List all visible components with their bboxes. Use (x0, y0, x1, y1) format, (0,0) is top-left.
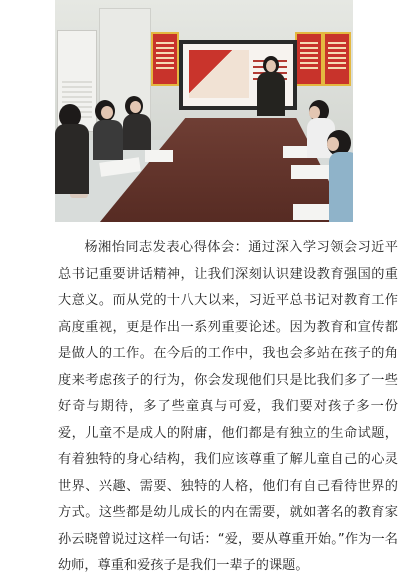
red-display-board (323, 32, 351, 86)
paper-sheet (293, 204, 333, 220)
meeting-photo (55, 0, 353, 222)
article-paragraph: 杨湘怡同志发表心得体会：通过深入学习领会习近平总书记重要讲话精神，让我们深刻认识建设教育强国的重大意义。而从党的十八大以来，习近平总书记对教育工作高度重视，更是作出一系列重要论述。因为教育和宣传都是做人的工作。在今后的工作中，我也会多站在孩子的角度来考虑孩子的行为，你会发现他们只是比我们多了一些好奇与期待，多了些童真与可爱，我们要对孩子多一份爱，儿童不是成人的附庸，他们都是有独立的生命试题，有着独特的身心结构，我们应该尊重了解儿童自己的心灵世界、兴趣、需要、独特的人格，他们有自己看待世界的方式。这些都是幼儿成长的内在需要，就如著名的教育家孙云晓曾说过这样一句话：“爱，要从尊重开始。”作为一名幼师，尊重和爱孩子是我们一辈子的课题。 (58, 240, 398, 573)
slide-graphic (189, 50, 249, 98)
paper-sheet (145, 150, 173, 162)
paper-sheet (291, 165, 329, 179)
paper-sheet (99, 157, 141, 176)
red-display-board (295, 32, 323, 86)
red-display-board (151, 32, 179, 86)
